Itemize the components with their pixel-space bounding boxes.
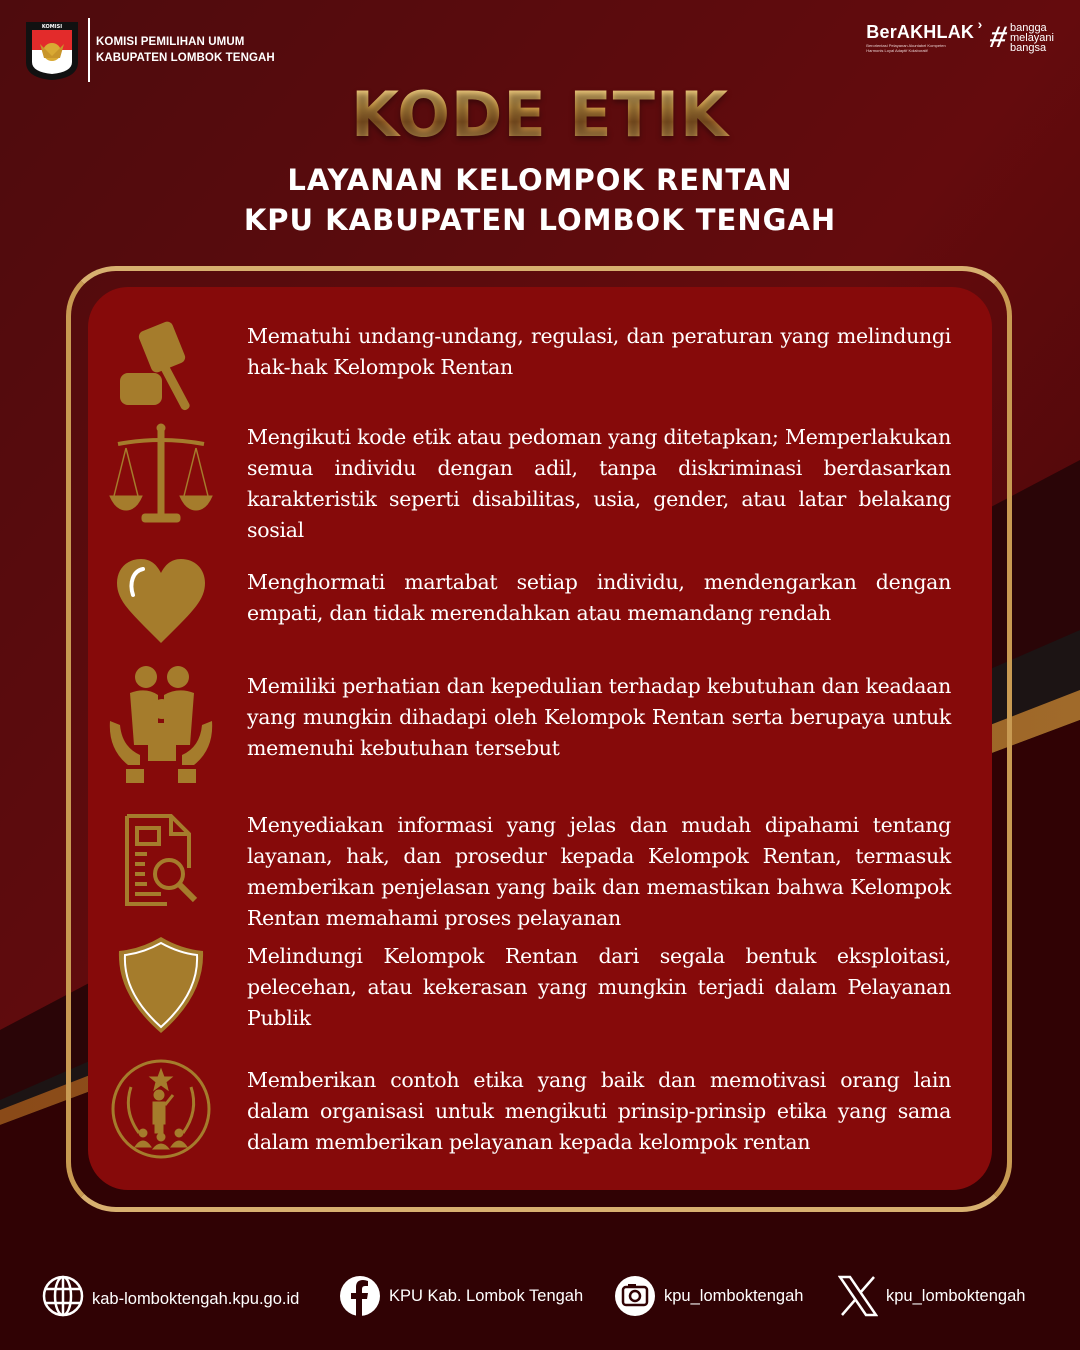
x-twitter-icon — [838, 1275, 878, 1317]
shield-icon — [106, 935, 216, 1035]
x-link[interactable]: kpu_lomboktengah — [886, 1286, 1026, 1305]
family-care-icon — [106, 665, 216, 785]
item-text: Menyediakan informasi yang jelas dan mudah dipahami tentang layanan, hak, dan prosedur kepada Kelompok Rentan, termasuk memberikan penjelasan yang baik dan memastikan bahwa Kelompok Rentan memahami proses pelayanan — [247, 813, 951, 930]
bangga-line-2: melayani — [1009, 31, 1054, 44]
bangga-melayani-bangsa-logo — [987, 20, 1054, 54]
item-text: Menghormati martabat setiap individu, mendengarkan dengan empati, dan tidak merendahkan atau memandang rendah — [247, 570, 951, 625]
item-text: Memiliki perhatian dan kepedulian terhadap kebutuhan dan keadaan yang mungkin dihadapi oleh Kelompok Rentan serta berupaya untuk memenuhi kebutuhan tersebut — [247, 674, 951, 760]
item-text: Mengikuti kode etik atau pedoman yang ditetapkan; Memperlakukan semua individu dengan adil, tanpa diskriminasi berdasarkan karakteristik seperti disabilitas, usia, gender, atau latar belakang sosial — [247, 425, 951, 542]
org-name-line1: KOMISI PEMILIHAN UMUM — [96, 36, 245, 48]
footer — [0, 1272, 1080, 1320]
bangga-line-1: bangga — [1009, 21, 1047, 34]
kpu-logo-icon — [22, 18, 82, 82]
page-title: KODE ETIK — [0, 78, 1080, 151]
item-text: Memberikan contoh etika yang baik dan memotivasi orang lain dalam organisasi untuk mengikuti prinsip-prinsip etika yang sama dalam memberikan pelayanan kepada kelompok rentan — [247, 1068, 951, 1154]
berakhlak-tagline-2: Harmonis Loyal Adaptif Kolaboratif — [866, 48, 928, 53]
subtitle-line-2: KPU KABUPATEN LOMBOK TENGAH — [243, 203, 837, 237]
bangga-line-3: bangsa — [1009, 41, 1047, 54]
svg-text:KOMISI: KOMISI — [41, 24, 63, 30]
footer-facebook[interactable] — [339, 1272, 583, 1320]
instagram-link[interactable]: kpu_lomboktengah — [664, 1286, 804, 1305]
berakhlak-logo — [866, 16, 983, 53]
item-text: Melindungi Kelompok Rentan dari segala bentuk eksploitasi, pelecehan, atau kekerasan yang mungkin terjadi dalam Pelayanan Publik — [247, 944, 951, 1030]
globe-icon — [42, 1275, 84, 1317]
chevron-icon: › — [977, 16, 983, 32]
header-divider — [88, 18, 90, 82]
org-name-line2: KABUPATEN LOMBOK TENGAH — [96, 52, 275, 64]
leadership-emblem-icon — [106, 1057, 216, 1161]
brand-logos — [866, 16, 1054, 54]
item-text: Mematuhi undang-undang, regulasi, dan peraturan yang melindungi hak-hak Kelompok Rentan — [247, 324, 951, 379]
page-subtitle — [0, 160, 1080, 240]
berakhlak-wordmark: BerAKHLAK — [866, 22, 975, 42]
gavel-icon — [106, 315, 216, 425]
heart-icon — [106, 557, 216, 647]
subtitle-line-1: LAYANAN KELOMPOK RENTAN — [287, 163, 793, 197]
facebook-link[interactable]: KPU Kab. Lombok Tengah — [389, 1286, 584, 1305]
facebook-icon — [339, 1275, 381, 1317]
document-search-icon — [106, 810, 216, 910]
instagram-camera-icon — [614, 1275, 656, 1317]
footer-instagram[interactable] — [614, 1272, 803, 1320]
header — [22, 18, 275, 82]
footer-x[interactable] — [838, 1272, 1025, 1320]
berakhlak-tagline-1: Berorientasi Pelayanan Akuntabel Kompeten — [866, 43, 946, 48]
hashtag-icon: # — [987, 20, 1010, 54]
scales-icon — [106, 422, 216, 532]
website-link[interactable]: kab-lomboktengah.kpu.go.id — [92, 1289, 300, 1308]
footer-website[interactable] — [42, 1272, 299, 1320]
